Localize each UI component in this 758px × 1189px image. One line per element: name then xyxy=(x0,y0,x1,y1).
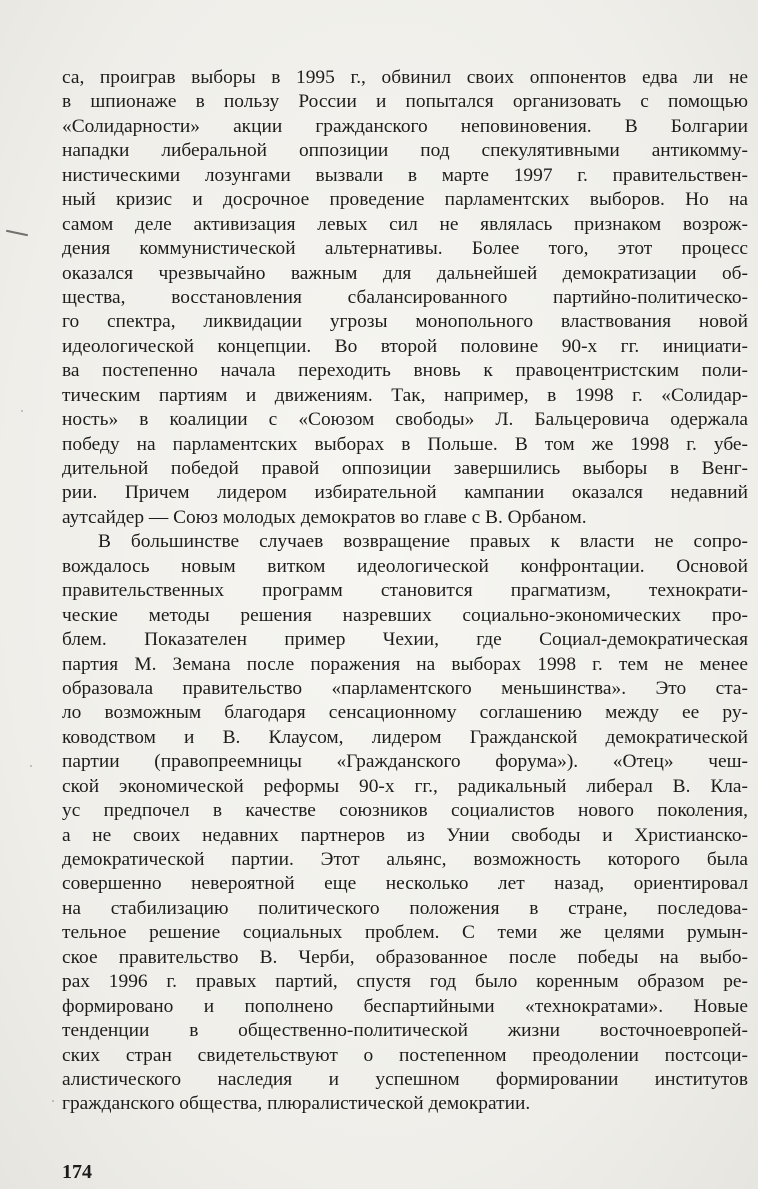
text-line: дительной победой правой оппозиции завершились выборы в Венг- xyxy=(62,458,748,479)
text-line: рии. Причем лидером избирательной кампании оказался недавний xyxy=(62,482,748,504)
text-line: ность» в коалиции с «Союзом свободы» Л. Бальцеровича одержала xyxy=(62,409,748,431)
text-line: правительственных программ становится прагматизм, технократи- xyxy=(62,580,748,602)
text-line: победу на парламентских выборах в Польше. В том же 1998 г. убе- xyxy=(62,433,748,455)
text-line: формировано и пополнено беспартийными «технократами». Новые xyxy=(62,995,748,1017)
page-number: 174 xyxy=(62,1161,92,1183)
text-line: аутсайдер — Союз молодых демократов во главе с В. Орбаном. xyxy=(62,506,587,528)
text-line: ный кризис и досрочное проведение парламентских выборов. Но на xyxy=(62,189,748,211)
text-line: «Солидарности» акции гражданского неповиновения. В Болгарии xyxy=(62,115,748,137)
scan-speck xyxy=(21,410,23,412)
text-line: рах 1996 г. правых партий, спустя год было коренным образом ре- xyxy=(62,971,748,993)
text-line: вождалось новым витком идеологической конфронтации. Основой xyxy=(62,555,748,577)
text-line: го спектра, ликвидации угрозы монопольного властвования новой xyxy=(62,311,748,333)
text-line: гражданского общества, плюралистической демократии. xyxy=(62,1093,531,1115)
text-line: ва постепенно начала переходить вновь к правоцентристским поли- xyxy=(62,360,748,382)
scan-speck xyxy=(30,765,32,767)
text-line: совершенно невероятной еще несколько лет назад, ориентировал xyxy=(62,873,748,895)
scan-speck xyxy=(52,1100,54,1102)
text-line: на стабилизацию политического положения в стране, последова- xyxy=(62,897,748,919)
text-line: са, проиграв выборы в 1995 г., обвинил своих оппонентов едва ли не xyxy=(62,67,748,88)
text-line: дения коммунистической альтернативы. Более того, этот процесс xyxy=(62,238,748,260)
text-line: образовала правительство «парламентского меньшинства». Это ста- xyxy=(62,677,748,699)
text-line: ских стран свидетельствуют о постепенном преодолении постсоци- xyxy=(62,1044,748,1066)
text-line: тельное решение социальных проблем. С теми же целями румын- xyxy=(62,922,748,944)
text-line: нападки либеральной оппозиции под спекулятивными антикомму- xyxy=(62,140,748,162)
text-line: алистического наследия и успешном формировании институтов xyxy=(62,1068,748,1090)
text-line: партии (правопреемницы «Гражданского форума»). «Отец» чеш- xyxy=(62,751,748,773)
text-line: а не своих недавних партнеров из Унии свободы и Христианско- xyxy=(62,824,748,846)
text-line: оказался чрезвычайно важным для дальнейшей демократизации об- xyxy=(62,262,748,284)
text-line: тическим партиям и движениям. Так, например, в 1998 г. «Солидар- xyxy=(62,384,748,406)
text-line: ло возможным благодаря сенсационному соглашению между ее ру- xyxy=(62,702,748,724)
text-line: ское правительство В. Черби, образованное после победы на выбо- xyxy=(62,946,748,968)
text-line: блем. Показателен пример Чехии, где Социал-демократическая xyxy=(62,629,748,651)
text-line: ской экономической реформы 90-х гг., радикальный либерал В. Кла- xyxy=(62,775,748,797)
text-line: ководством и В. Клаусом, лидером Гражданской демократической xyxy=(62,726,748,748)
scan-artifact xyxy=(6,230,28,237)
text-line: демократической партии. Этот альянс, возможность которого была xyxy=(62,849,748,870)
text-line: В большинстве случаев возвращение правых к власти не сопро- xyxy=(98,531,748,553)
text-line: тенденции в общественно-политической жизни восточноевропей- xyxy=(62,1020,748,1042)
body-text xyxy=(62,66,748,1117)
text-line: ус предпочел в качестве союзников социалистов нового поколения, xyxy=(62,800,748,822)
text-line: идеологической концепции. Во второй половине 90-х гг. инициати- xyxy=(62,335,748,357)
text-line: ческие методы решения назревших социально-экономических про- xyxy=(62,604,748,626)
text-line: самом деле активизация левых сил не являлась признаком возрож- xyxy=(62,213,748,235)
text-line: в шпионаже в пользу России и попытался организовать с помощью xyxy=(62,91,748,113)
text-line: щества, восстановления сбалансированного партийно-политическо- xyxy=(62,286,748,308)
text-line: партия М. Земана после поражения на выборах 1998 г. тем не менее xyxy=(62,653,748,675)
text-line: нистическими лозунгами вызвали в марте 1997 г. правительствен- xyxy=(62,164,748,186)
